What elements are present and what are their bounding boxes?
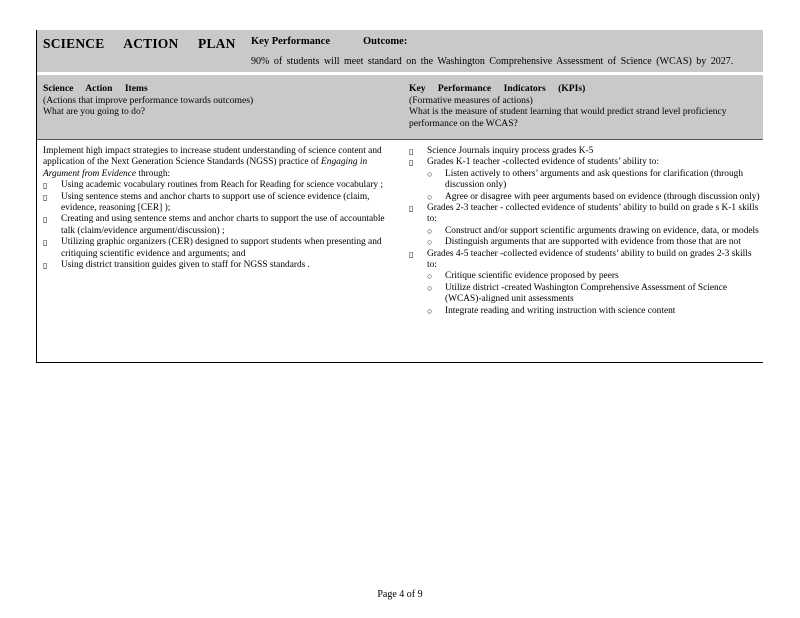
list-item: ▯ Using district transition guides given to staff for NGSS standards . [43, 260, 311, 271]
circle-bullet-icon: ○ [427, 191, 433, 202]
kpi-list [409, 146, 761, 317]
kpo-outcome-label: Outcome: [363, 36, 408, 47]
right-column-sub1: (Formative measures of actions) [409, 94, 533, 106]
list-item: ▯ Grades 4-5 teacher -collected evidence of students’ ability to build on grades 2-3 skills to: [409, 248, 752, 271]
column-header-row [37, 75, 763, 140]
left-column-sub1: (Actions that improve performance towards outcomes) [43, 94, 254, 106]
right-column-sub2: What is the measure of student learning that would predict strand level proficiency performance on the WCAS? [409, 106, 727, 129]
bullet-icon: ▯ [43, 181, 48, 191]
sub-item: ○ Critique scientific evidence proposed by peers [427, 271, 619, 282]
sub-item: ○ Agree or disagree with peer arguments based on evidence (through discussion only) [427, 191, 760, 202]
bullet-icon: ▯ [43, 261, 48, 271]
circle-bullet-icon: ○ [427, 168, 433, 179]
action-plan-table [36, 30, 763, 363]
list-item: ▯ Using academic vocabulary routines from Reach for Reading for science vocabulary ; [43, 180, 384, 191]
sub-item: ○ Integrate reading and writing instruction with science content [427, 305, 676, 316]
bullet-icon: ▯ [409, 158, 414, 168]
circle-bullet-icon: ○ [427, 282, 433, 293]
bullet-icon: ▯ [43, 192, 48, 202]
bullet-icon: ▯ [409, 204, 414, 214]
list-item: ▯ Science Journals inquiry process grades K-5 [409, 146, 594, 156]
kpo-heading [251, 36, 408, 47]
list-item: ▯ Grades K-1 teacher -collected evidence of students’ ability to: [409, 157, 660, 168]
sub-item: ○ Distinguish arguments that are supported with evidence from those that are not [427, 237, 741, 248]
intro-text: Implement high impact strategies to increase student understanding of science content and application of the Next Generation Science Standards (NGSS) practice of Engaging in Argument from Evidence through: [43, 146, 382, 179]
bullet-icon: ▯ [409, 147, 414, 156]
kpo-label: Key Performance [251, 36, 331, 47]
sub-item: ○ Utilize district -created Washington Comprehensive Assessment of Science (WCAS)-aligned unit assessments [427, 282, 728, 305]
header-row [37, 30, 763, 72]
action-items [43, 146, 393, 271]
right-column-header [409, 83, 759, 129]
sub-item: ○ Listen actively to others’ arguments and ask questions for clarification (through discussion only) [427, 168, 744, 191]
list-item: ▯ Creating and using sentence stems and anchor charts to support the use of accountable talk (claim/evidence argument/discussion) ; [43, 214, 385, 236]
list-item: ▯ Utilizing graphic organizers (CER) designed to support students when presenting and critiquing scientific evidence and arguments; and [43, 237, 382, 259]
sub-item: ○ Construct and/or support scientific arguments drawing on evidence, data, or models [427, 225, 759, 236]
page-number: Page 4 of 9 [377, 589, 423, 600]
circle-bullet-icon: ○ [427, 237, 433, 248]
bullet-icon: ▯ [43, 215, 48, 225]
circle-bullet-icon: ○ [427, 305, 433, 316]
bullet-icon: ▯ [43, 238, 48, 248]
left-column-sub2: What are you going to do? [43, 106, 146, 117]
list-item: ▯ Using sentence stems and anchor charts to support use of science evidence (claim, evidence, reasoning [CER] ); [43, 191, 370, 214]
bullet-icon: ▯ [409, 249, 414, 259]
left-column-header [43, 83, 383, 118]
kpo-outcome-text: 90% of students will meet standard on the Washington Comprehensive Assessment of Science (WCAS) by 2027. [251, 56, 734, 67]
body-row [37, 140, 763, 362]
left-column-title: Science Action Items [43, 83, 148, 94]
right-column-title: Key Performance Indicators (KPIs) [409, 83, 586, 94]
page-title: SCIENCE ACTION PLAN [43, 36, 236, 51]
circle-bullet-icon: ○ [427, 271, 433, 282]
circle-bullet-icon: ○ [427, 225, 433, 236]
list-item: ▯ Grades 2-3 teacher - collected evidence of students’ ability to build on grade s K-1 skills to: [409, 203, 759, 225]
